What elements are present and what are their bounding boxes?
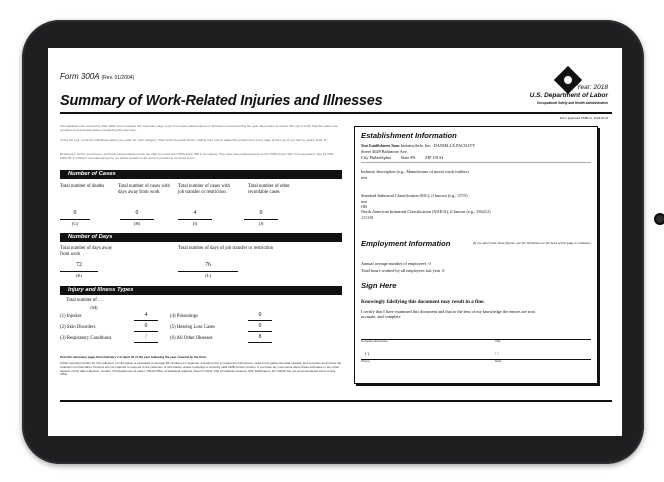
days-away-cases-label: Total number of cases with days away from work [118, 184, 170, 195]
or-label: OR [361, 204, 367, 209]
warning-text: Knowingly falsifying this document may result in a fine. [361, 299, 485, 305]
days-away-cases-value: 0 [135, 210, 139, 216]
hearing-loss-value: 0 [258, 323, 262, 329]
date-label: Date [495, 359, 502, 363]
year-label: Year: 2018 [576, 84, 608, 91]
company-executive-label: Company Executive [361, 339, 388, 343]
days-away-line [60, 271, 98, 272]
respiratory-line [134, 342, 158, 343]
other-cases-label: Total number of other recordable cases [248, 184, 290, 195]
types-total-code: (M) [90, 305, 98, 310]
days-transfer-label: Total number of days of job transfer or restriction [178, 246, 274, 251]
skin-disorders-value: 0 [144, 323, 148, 329]
naics-value: 111110 [361, 215, 374, 220]
other-illnesses-value: 8 [258, 334, 262, 340]
days-away-label: Total number of days away from work [60, 246, 113, 257]
other-cases-line [244, 219, 278, 220]
state-value: PA [410, 155, 416, 160]
days-away-code: (K) [75, 273, 83, 278]
document-page [48, 48, 622, 436]
injuries-line [134, 320, 158, 321]
intro-paragraph-3: Employees, former employees, and their representatives have the right to review the OSHA Form 300 in its entirety. They also have limited access to the OSHA Form 301 or its equivalent. See 29 CFR 1904.35, in OSHA's recordkeeping rule, for further details on the access provisions for these forms. [60, 152, 334, 160]
hours-worked-row: Total hours worked by all employees last year 0 [361, 268, 445, 273]
intro-paragraph-1: All establishments covered by Part 1904 must complete this Summary page, even if no work-related injuries or illnesses occurred during the year. Remember to review the Log to verify that the entries are complete and accurate before completing this summary. [60, 124, 338, 132]
burden-statement: Public reporting burden for this collection of information is estimated to average 58 minutes per response, including time to review the instructions, search and gather the data needed, and complete and review the collection of information. Persons are not required to respond to the collection of information unless it displays a currently valid OMB control number. If you have any comments about these estimates or any other aspects of this data collection, contact: US Department of Labor, OSHA Office of Statistical Analysis, Room N-3644, 200 Constitution Avenue, NW, Washington, DC 20210. Do not send completed forms to this office. [60, 361, 342, 377]
types-total-label: Total number of . . . [66, 298, 105, 303]
other-illnesses-label: (6) All Other Illnesses [170, 336, 213, 341]
city-line [361, 162, 591, 163]
other-cases-code: (J) [258, 221, 264, 226]
form-number: Form 300A (Rev. 01/2004) [60, 72, 135, 81]
naics-label: North American Industrial Classification (NAICS), if known (e.g., 336212) [361, 209, 491, 214]
signature-line [361, 339, 591, 340]
transfer-cases-code: (I) [192, 221, 198, 226]
hours-worked-value: 0 [442, 268, 445, 273]
days-away-value: 72 [76, 262, 82, 268]
avg-employees-row: Annual average number of employees 0 [361, 261, 431, 266]
sic-label: Standard Industrial Classification (SIC), if known (e.g., 3715) [361, 193, 468, 198]
industry-value: test [361, 175, 367, 180]
establishment-heading: Establishment Information [361, 131, 457, 140]
establishment-box [354, 126, 598, 384]
days-away-cases-code: (H) [133, 221, 141, 226]
intro-paragraph-2: Using the Log, count the individual entries you made for each category. Then write the totals below, making sure you've added the entries from every page of the Log. If you had no cases, write "0." [60, 138, 329, 142]
establishment-name-value: IndustrySafe, Inc.: DANIELLE,FACILITY [400, 143, 476, 148]
phone-value: ( ) [365, 351, 369, 356]
days-transfer-value: 76 [205, 262, 211, 268]
types-section-header: Injury and Illness Types [60, 286, 342, 295]
establishment-name-label: Your Establishment Name [361, 144, 400, 148]
city-value: Philadelphia [369, 155, 391, 160]
city-row: City Philadelphia State PA ZIP 19134 [361, 155, 444, 160]
respiratory-value: / [145, 334, 147, 340]
title-label: Title [495, 339, 501, 343]
days-away-cases-line [120, 219, 154, 220]
other-cases-value: 0 [259, 210, 263, 216]
injuries-label: (1) Injuries [60, 314, 82, 319]
omb-number: Form approved OMB no. 1218-0176 [559, 116, 608, 120]
respiratory-label: (3) Respiratory Conditions [60, 336, 112, 341]
department-name: U.S. Department of Labor [529, 92, 608, 99]
days-section-header: Number of Days [60, 233, 342, 242]
date-value: / / [495, 351, 499, 356]
phone-date-line [361, 359, 591, 360]
posting-instruction: Post this Summary page from February 1 to April 30 of the year following the year covered by the form. [60, 355, 207, 359]
skin-disorders-line [134, 331, 158, 332]
header-rule [60, 112, 612, 114]
footer-rule [60, 400, 612, 402]
street-row: Street 4028 Baltimore Ave. [361, 149, 408, 154]
agency-name: Occupational Safety and Health Administration [536, 101, 608, 105]
injuries-value: 4 [144, 312, 148, 318]
deaths-label: Total number of deaths [60, 184, 105, 189]
page-title: Summary of Work-Related Injuries and Illnesses [60, 93, 383, 109]
employment-note: (If you don't have these figures, see the Worksheet on the back of this page to estimate.) [473, 241, 592, 245]
poisonings-value: 0 [258, 312, 262, 318]
poisonings-line [248, 320, 272, 321]
deaths-value: 0 [73, 210, 77, 216]
phone-label: Phone [361, 359, 370, 363]
poisonings-label: (4) Poisonings [170, 314, 198, 319]
days-transfer-line [178, 271, 238, 272]
transfer-cases-label: Total number of cases with job transfer or restriction [178, 184, 230, 195]
deaths-code: (G) [71, 221, 79, 226]
employment-heading: Employment Information [361, 239, 451, 248]
hearing-loss-label: (5) Hearing Loss Cases [170, 325, 215, 330]
zip-value: 19134 [432, 155, 444, 160]
avg-employees-value: 0 [428, 261, 431, 266]
street-value: 4028 Baltimore Ave. [372, 149, 408, 154]
skin-disorders-label: (2) Skin Disorders [60, 325, 96, 330]
deaths-line [60, 219, 90, 220]
sic-value: test [361, 199, 367, 204]
camera-icon [654, 213, 664, 225]
certify-text: I certify that I have examined this document and that to the best of my knowledge the entries are true, accurate, and complete [361, 309, 536, 320]
transfer-cases-value: 4 [193, 210, 197, 216]
sign-heading: Sign Here [361, 281, 397, 290]
days-transfer-code: (L) [205, 273, 211, 278]
cases-section-header: Number of Cases [60, 170, 342, 179]
other-illnesses-line [248, 342, 272, 343]
industry-label: Industry description (e.g., Manufacture of motor truck trailers) [361, 169, 469, 174]
hearing-loss-line [248, 331, 272, 332]
transfer-cases-line [178, 219, 212, 220]
